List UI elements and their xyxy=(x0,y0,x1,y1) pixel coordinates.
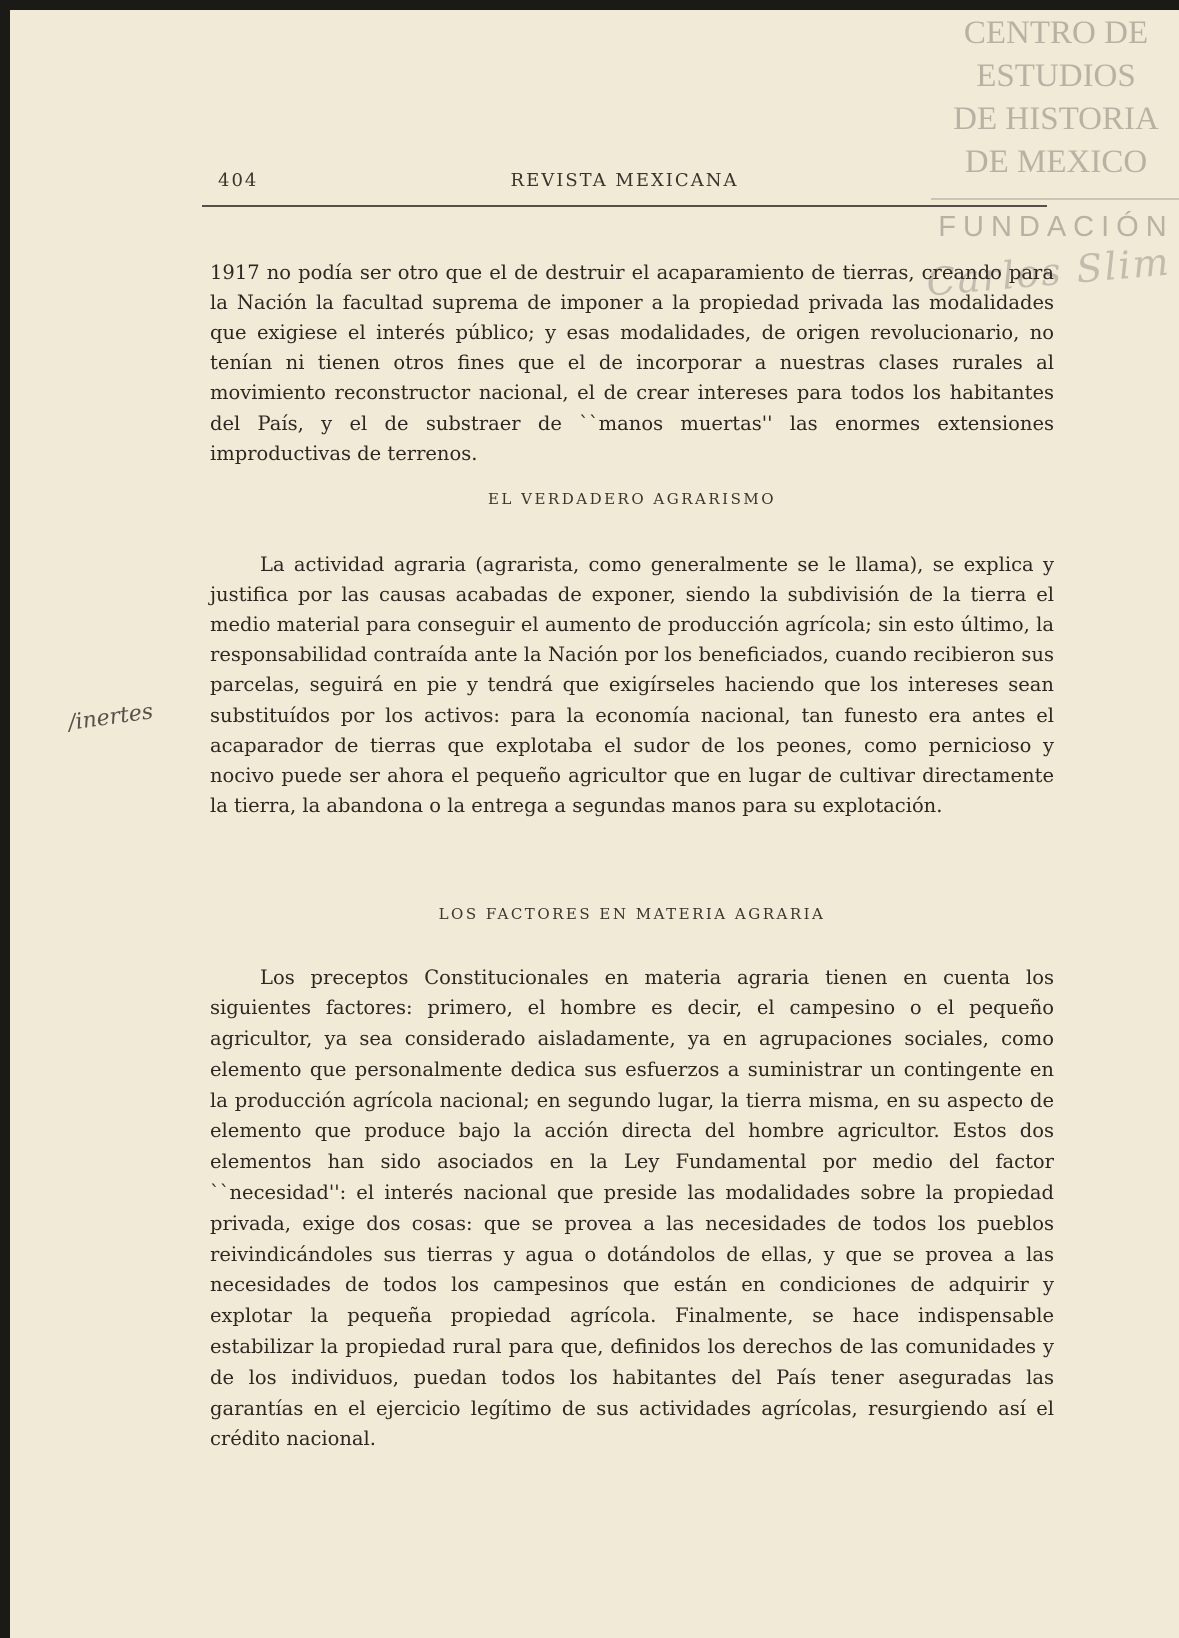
document-page xyxy=(10,10,1179,1638)
archive-watermark xyxy=(938,12,1174,243)
page-number: 404 xyxy=(218,170,259,191)
watermark-foundation: FUNDACIÓN xyxy=(931,198,1179,249)
watermark-line: DE MEXICO xyxy=(964,144,1148,180)
paragraph-constitutional-precepts: Los preceptos Constitucionales en materia agraria tienen en cuenta los siguientes factores: primero, el hombre es decir, el campesino o el pequeño agricultor, ya sea considerado aisladamente, ya en agrupaciones sociales, como elemento que personalmente dedica sus esfuerzos a suministrar un contingente en la producción agrícola nacional; en segundo lugar, la tierra misma, en su aspecto de elemento que produce bajo la acción directa del hombre agricultor. Estos dos elementos han sido asociados en la Ley Fundamental por medio del factor ``necesidad'': el interés nacional que preside las modalidades sobre la propiedad privada, exige dos cosas: que se provea a las necesidades de todos los pueblos reivindicándoles sus tierras y agua o dotándolos de ellas, y que se provea a las necesidades de todos los campesinos que están en condiciones de adquirir y explotar la pequeña propiedad agrícola. Finalmente, se hace indispensable estabilizar la propiedad rural para que, definidos los derechos de las comunidades y de los individuos, puedan todos los habitantes del País tener aseguradas las garantías en el ejercicio legítimo de sus actividades agrícolas, resurgiendo así el crédito nacional. xyxy=(210,965,1054,1451)
handwritten-margin-note: /inertes xyxy=(66,699,155,736)
section-heading-factores: LOS FACTORES EN MATERIA AGRARIA xyxy=(438,905,826,923)
journal-title: REVISTA MEXICANA xyxy=(510,170,739,191)
paragraph-continuation: 1917 no podía ser otro que el de destruir el acaparamiento de tierras, creando para la Nación la facultad suprema de imponer a la propiedad privada las modalidades que exigiese el interés público; y esas modalidades, de origen revolucionario, no tenían ni tienen otros fines que el de incorporar a nuestras clases rurales al movimiento reconstructor nacional, el de crear intereses para todos los habitantes del País, y el de substraer de ``manos muertas'' las enormes extensiones improductivas de terrenos. xyxy=(210,260,1054,465)
paragraph-agrarian-activity: La actividad agraria (agrarista, como generalmente se le llama), se explica y justifica por las causas acabadas de exponer, siendo la subdivisión de la tierra el medio material para conseguir el aumento de producción agrícola; sin esto último, la responsabilidad contraída ante la Nación por los beneficiados, cuando recibieron sus parcelas, seguirá en pie y tendrá que exigírseles haciendo que los intereses sean substituídos por los activos: para la economía nacional, tan funesto era antes el acaparador de tierras que explotaba el sudor de los peones, como pernicioso y nocivo puede ser ahora el pequeño agricultor que en lugar de cultivar directamente la tierra, la abandona o la entrega a segundas manos para su explotación. xyxy=(210,552,1054,818)
watermark-line: DE HISTORIA xyxy=(953,101,1159,137)
watermark-line: ESTUDIOS xyxy=(976,58,1136,94)
watermark-signature: Carlos Slim xyxy=(924,239,1173,305)
section-heading-verdadero-agrarismo: EL VERDADERO AGRARISMO xyxy=(487,490,777,508)
header-divider xyxy=(202,205,1047,207)
watermark-line: CENTRO DE xyxy=(963,15,1149,51)
